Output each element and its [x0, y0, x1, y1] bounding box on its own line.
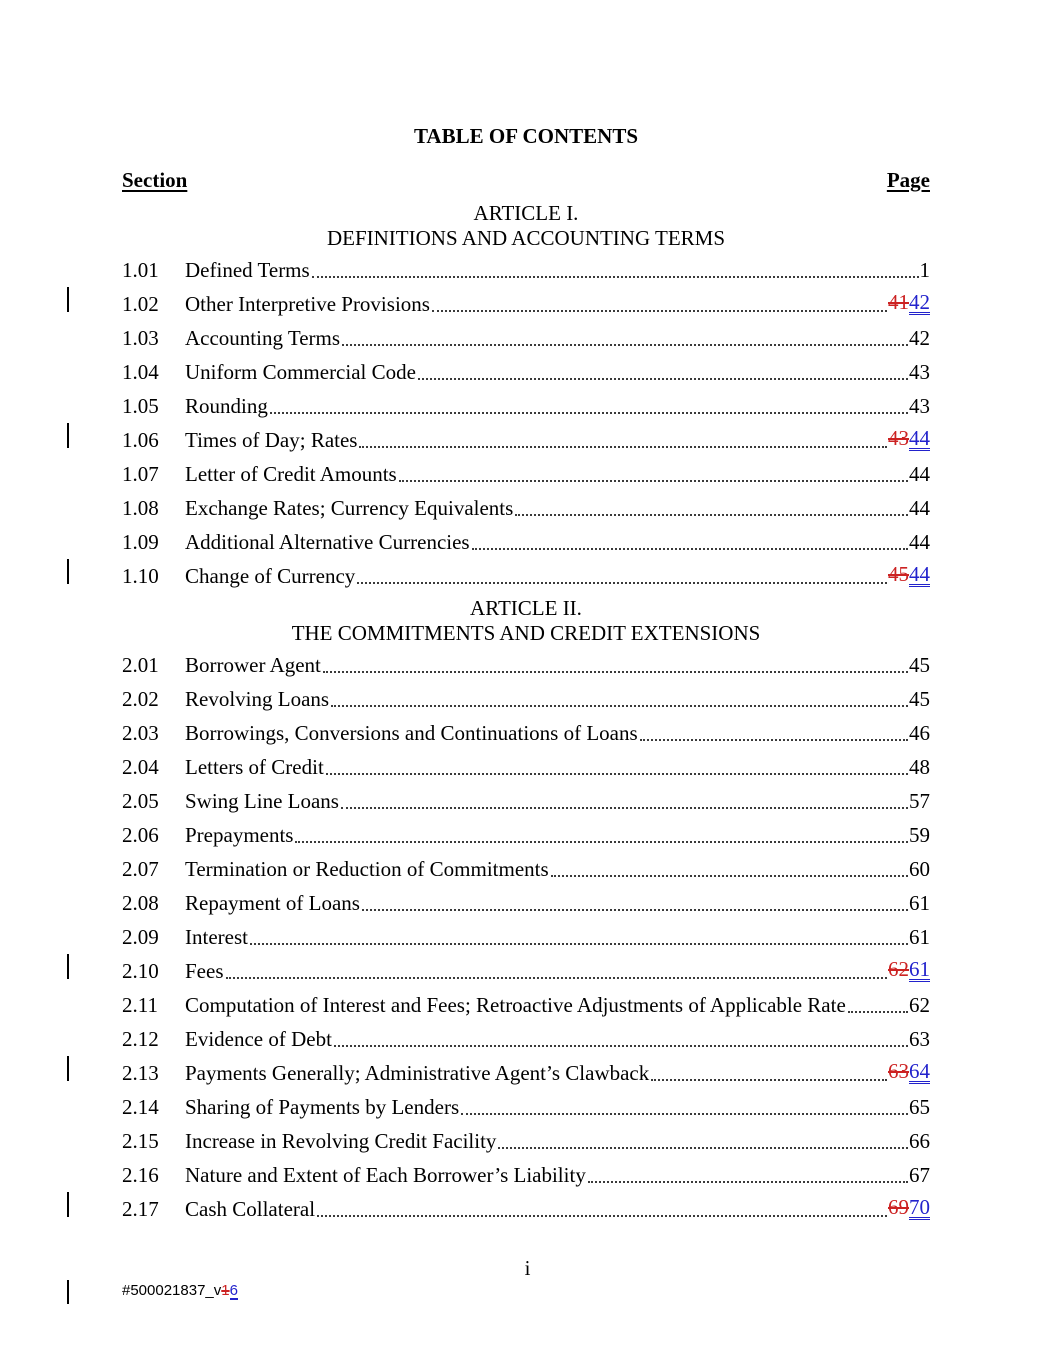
toc-entry: [122, 288, 930, 315]
section-title: Rounding: [185, 394, 268, 418]
toc-entry: [122, 819, 930, 846]
toc-entry: [122, 1125, 930, 1152]
page-number: 44: [909, 462, 930, 486]
dot-leader: [848, 1011, 908, 1013]
section-title: Letters of Credit: [185, 755, 324, 779]
section-title: Prepayments: [185, 823, 294, 847]
section-number: 2.13: [122, 1061, 159, 1085]
article-heading: [122, 201, 930, 251]
inserted-version-number: 6: [229, 1282, 238, 1299]
toc-entry: [122, 492, 930, 519]
dot-leader: [359, 446, 887, 448]
section-number: 2.04: [122, 755, 159, 779]
dot-leader: [341, 807, 908, 809]
toc-entry: [122, 683, 930, 710]
page-number: 42: [909, 326, 930, 350]
article-heading: [122, 596, 930, 646]
article-heading-line1: ARTICLE II.: [470, 596, 582, 620]
dot-leader: [323, 671, 908, 673]
change-bar: [67, 1280, 69, 1304]
dot-leader: [250, 943, 908, 945]
page-number: 1: [919, 258, 930, 282]
toc-articles: [122, 201, 930, 1220]
section-title: Letter of Credit Amounts: [185, 462, 397, 486]
section-number: 1.07: [122, 462, 159, 486]
page-number: 62: [909, 993, 930, 1017]
toc-entry: [122, 887, 930, 914]
deleted-page-number: 41: [888, 290, 909, 314]
page-number: [888, 428, 930, 451]
section-title: Swing Line Loans: [185, 789, 339, 813]
deleted-page-number: 63: [888, 1059, 909, 1083]
toc-column-headers: [122, 168, 930, 192]
inserted-page-number: 44: [909, 426, 930, 450]
dot-leader: [312, 276, 919, 278]
dot-leader: [472, 548, 908, 550]
section-title: Increase in Revolving Credit Facility: [185, 1129, 497, 1153]
change-bar: [67, 1192, 69, 1217]
section-number: 1.02: [122, 292, 159, 316]
toc-entry: [122, 424, 930, 451]
toc-entry: [122, 989, 930, 1016]
dot-leader: [326, 773, 908, 775]
deleted-page-number: 62: [888, 957, 909, 981]
toc-entry: [122, 853, 930, 880]
dot-leader: [362, 909, 908, 911]
page-number: 59: [909, 823, 930, 847]
change-bar: [67, 1056, 69, 1081]
dot-leader: [357, 582, 887, 584]
section-number: 2.01: [122, 653, 159, 677]
page-number: 60: [909, 857, 930, 881]
toc-entry: [122, 526, 930, 553]
deleted-page-number: 45: [888, 562, 909, 586]
section-number: 1.01: [122, 258, 159, 282]
dot-leader: [551, 875, 908, 877]
dot-leader: [588, 1181, 908, 1183]
toc-entry: [122, 921, 930, 948]
toc-entry: [122, 390, 930, 417]
article-heading-line2: THE COMMITMENTS AND CREDIT EXTENSIONS: [291, 621, 761, 645]
section-number: 2.10: [122, 959, 159, 983]
section-number: 2.11: [122, 993, 158, 1017]
section-title: Sharing of Payments by Lenders: [185, 1095, 460, 1119]
toc-entry: [122, 322, 930, 349]
dot-leader: [640, 739, 908, 741]
page-number: 48: [909, 755, 930, 779]
change-bar: [67, 559, 69, 584]
section-title: Uniform Commercial Code: [185, 360, 416, 384]
dot-leader: [226, 977, 888, 979]
toc-entry: [122, 1159, 930, 1186]
page-number: 45: [909, 653, 930, 677]
section-title: Evidence of Debt: [185, 1027, 332, 1051]
section-number: 2.17: [122, 1197, 159, 1221]
inserted-page-number: 44: [909, 562, 930, 586]
toc-entry: [122, 560, 930, 587]
dot-leader: [342, 344, 908, 346]
deleted-page-number: 43: [888, 426, 909, 450]
page-number: [888, 1197, 930, 1220]
section-number: 2.08: [122, 891, 159, 915]
section-title: Defined Terms: [185, 258, 310, 282]
section-number: 2.12: [122, 1027, 159, 1051]
page-title: TABLE OF CONTENTS: [413, 124, 639, 148]
change-bar: [67, 423, 69, 448]
article-heading-line2: DEFINITIONS AND ACCOUNTING TERMS: [326, 226, 726, 250]
section-title: Termination or Reduction of Commitments: [185, 857, 549, 881]
toc-entry: [122, 1023, 930, 1050]
change-bar: [67, 287, 69, 312]
toc-entry: [122, 649, 930, 676]
page-number: 43: [909, 360, 930, 384]
section-title: Borrower Agent: [185, 653, 321, 677]
dot-leader: [418, 378, 908, 380]
toc-entry: [122, 1091, 930, 1118]
page-number: [888, 564, 930, 587]
toc-entry: [122, 254, 930, 281]
toc-entry: [122, 785, 930, 812]
section-number: 1.08: [122, 496, 159, 520]
section-column-header: Section: [122, 168, 188, 192]
section-number: 1.05: [122, 394, 159, 418]
toc-entry: [122, 717, 930, 744]
section-title: Nature and Extent of Each Borrower’s Liability: [185, 1163, 586, 1187]
page-number: 61: [909, 891, 930, 915]
footer-doc-id-text: #500021837_v: [122, 1282, 222, 1299]
footer-page-number: i: [524, 1256, 531, 1280]
page-number: 44: [909, 530, 930, 554]
page-number: [888, 959, 930, 982]
section-title: Cash Collateral: [185, 1197, 316, 1221]
page-number: 67: [909, 1163, 930, 1187]
toc-entry: [122, 458, 930, 485]
footer-doc-id: [122, 1281, 238, 1301]
inserted-page-number: 64: [909, 1059, 930, 1083]
section-number: 2.14: [122, 1095, 159, 1119]
section-number: 2.09: [122, 925, 159, 949]
section-title: Repayment of Loans: [185, 891, 360, 915]
section-number: 2.16: [122, 1163, 159, 1187]
dot-leader: [432, 310, 887, 312]
section-title: Other Interpretive Provisions: [185, 292, 430, 316]
page-number: 61: [909, 925, 930, 949]
inserted-page-number: 61: [909, 957, 930, 981]
page-number: 65: [909, 1095, 930, 1119]
section-title: Borrowings, Conversions and Continuations of Loans: [185, 721, 638, 745]
section-title: Computation of Interest and Fees; Retroactive Adjustments of Applicable Rate: [185, 993, 846, 1017]
section-title: Fees: [185, 959, 224, 983]
page-number: 44: [909, 496, 930, 520]
toc-entry: [122, 751, 930, 778]
dot-leader: [461, 1113, 908, 1115]
dot-leader: [317, 1215, 887, 1217]
dot-leader: [498, 1147, 908, 1149]
section-title: Change of Currency: [185, 564, 356, 588]
section-title: Payments Generally; Administrative Agent’s Clawback: [185, 1061, 650, 1085]
section-number: 1.06: [122, 428, 159, 452]
dot-leader: [334, 1045, 908, 1047]
section-title: Exchange Rates; Currency Equivalents: [185, 496, 514, 520]
section-title: Interest: [185, 925, 248, 949]
section-number: 1.09: [122, 530, 159, 554]
section-number: 2.02: [122, 687, 159, 711]
toc-content: [122, 0, 930, 1227]
dot-leader: [295, 841, 908, 843]
dot-leader: [331, 705, 908, 707]
section-number: 2.06: [122, 823, 159, 847]
section-title: Times of Day; Rates: [185, 428, 358, 452]
toc-entry: [122, 1057, 930, 1084]
page-number: 66: [909, 1129, 930, 1153]
section-number: 1.10: [122, 564, 159, 588]
toc-entry: [122, 356, 930, 383]
page-number: 45: [909, 687, 930, 711]
change-bar: [67, 954, 69, 979]
inserted-page-number: 42: [909, 290, 930, 314]
section-number: 1.03: [122, 326, 159, 350]
article-heading-line1: ARTICLE I.: [473, 201, 579, 225]
section-title: Revolving Loans: [185, 687, 330, 711]
dot-leader: [515, 514, 908, 516]
section-number: 2.05: [122, 789, 159, 813]
page-number: 57: [909, 789, 930, 813]
page-number: [888, 292, 930, 315]
section-number: 2.07: [122, 857, 159, 881]
dot-leader: [270, 412, 908, 414]
page-number: [888, 1061, 930, 1084]
page-number: 46: [909, 721, 930, 745]
page-number: 43: [909, 394, 930, 418]
inserted-page-number: 70: [909, 1195, 930, 1219]
toc-entry: [122, 1193, 930, 1220]
toc-entry: [122, 955, 930, 982]
section-number: 2.15: [122, 1129, 159, 1153]
page-column-header: Page: [886, 168, 930, 192]
section-title: Additional Alternative Currencies: [185, 530, 470, 554]
deleted-page-number: 69: [888, 1195, 909, 1219]
section-title: Accounting Terms: [185, 326, 341, 350]
dot-leader: [399, 480, 908, 482]
deleted-version-number: 1: [221, 1282, 230, 1299]
dot-leader: [651, 1079, 887, 1081]
section-number: 2.03: [122, 721, 159, 745]
page-number: 63: [909, 1027, 930, 1051]
section-number: 1.04: [122, 360, 159, 384]
